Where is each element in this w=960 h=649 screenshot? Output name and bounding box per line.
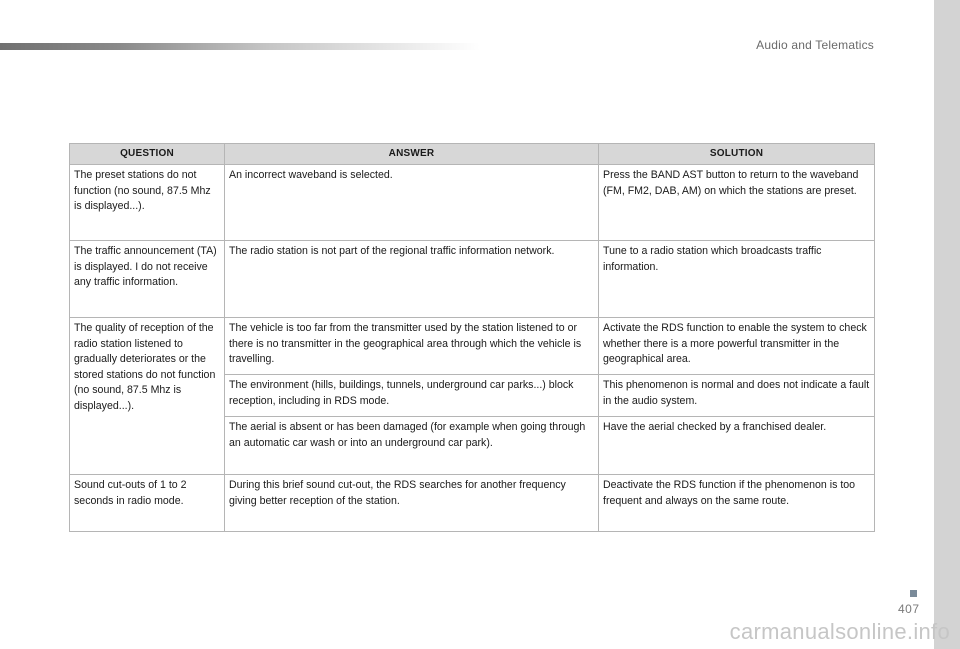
watermark: carmanualsonline.info — [729, 619, 950, 644]
page-marker — [910, 590, 917, 597]
table-row — [70, 165, 875, 241]
answer-cell: The radio station is not part of the regional traffic information network. — [225, 241, 599, 318]
answer-cell: During this brief sound cut-out, the RDS searches for another frequency giving better reception of the station. — [225, 475, 599, 532]
solution-cell: Activate the RDS function to enable the system to check whether there is a more powerful transmitter in the geographical area. — [599, 318, 875, 375]
troubleshooting-table — [69, 143, 875, 532]
header-gradient-bar — [0, 43, 480, 50]
answer-cell: The aerial is absent or has been damaged (for example when going through an automatic car wash or into an underground car park). — [225, 417, 599, 475]
answer-cell: The vehicle is too far from the transmitter used by the station listened to or there is no transmitter in the geographical area through which the vehicle is travelling. — [225, 318, 599, 375]
question-cell: Sound cut-outs of 1 to 2 seconds in radio mode. — [70, 475, 225, 532]
section-title: Audio and Telematics — [756, 38, 874, 52]
page-number: 407 — [898, 602, 920, 616]
answer-cell: An incorrect waveband is selected. — [225, 165, 599, 241]
solution-cell: Deactivate the RDS function if the phenomenon is too frequent and always on the same route. — [599, 475, 875, 532]
question-cell: The traffic announcement (TA) is displayed. I do not receive any traffic information. — [70, 241, 225, 318]
solution-cell: Tune to a radio station which broadcasts traffic information. — [599, 241, 875, 318]
answer-cell: The environment (hills, buildings, tunnels, underground car parks...) block reception, including in RDS mode. — [225, 375, 599, 417]
solution-cell: Have the aerial checked by a franchised dealer. — [599, 417, 875, 475]
table-row — [70, 318, 875, 375]
question-cell: The preset stations do not function (no sound, 87.5 Mhz is displayed...). — [70, 165, 225, 241]
table-header-row — [70, 144, 875, 165]
solution-cell: Press the BAND AST button to return to the waveband (FM, FM2, DAB, AM) on which the stations are preset. — [599, 165, 875, 241]
table-row — [70, 241, 875, 318]
page-edge-strip — [934, 0, 960, 649]
column-header-answer: ANSWER — [225, 144, 599, 165]
solution-cell: This phenomenon is normal and does not indicate a fault in the audio system. — [599, 375, 875, 417]
question-cell: The quality of reception of the radio station listened to gradually deteriorates or the stored stations do not function (no sound, 87.5 Mhz is displayed...). — [70, 318, 225, 475]
column-header-solution: SOLUTION — [599, 144, 875, 165]
column-header-question: QUESTION — [70, 144, 225, 165]
table-row — [70, 475, 875, 532]
